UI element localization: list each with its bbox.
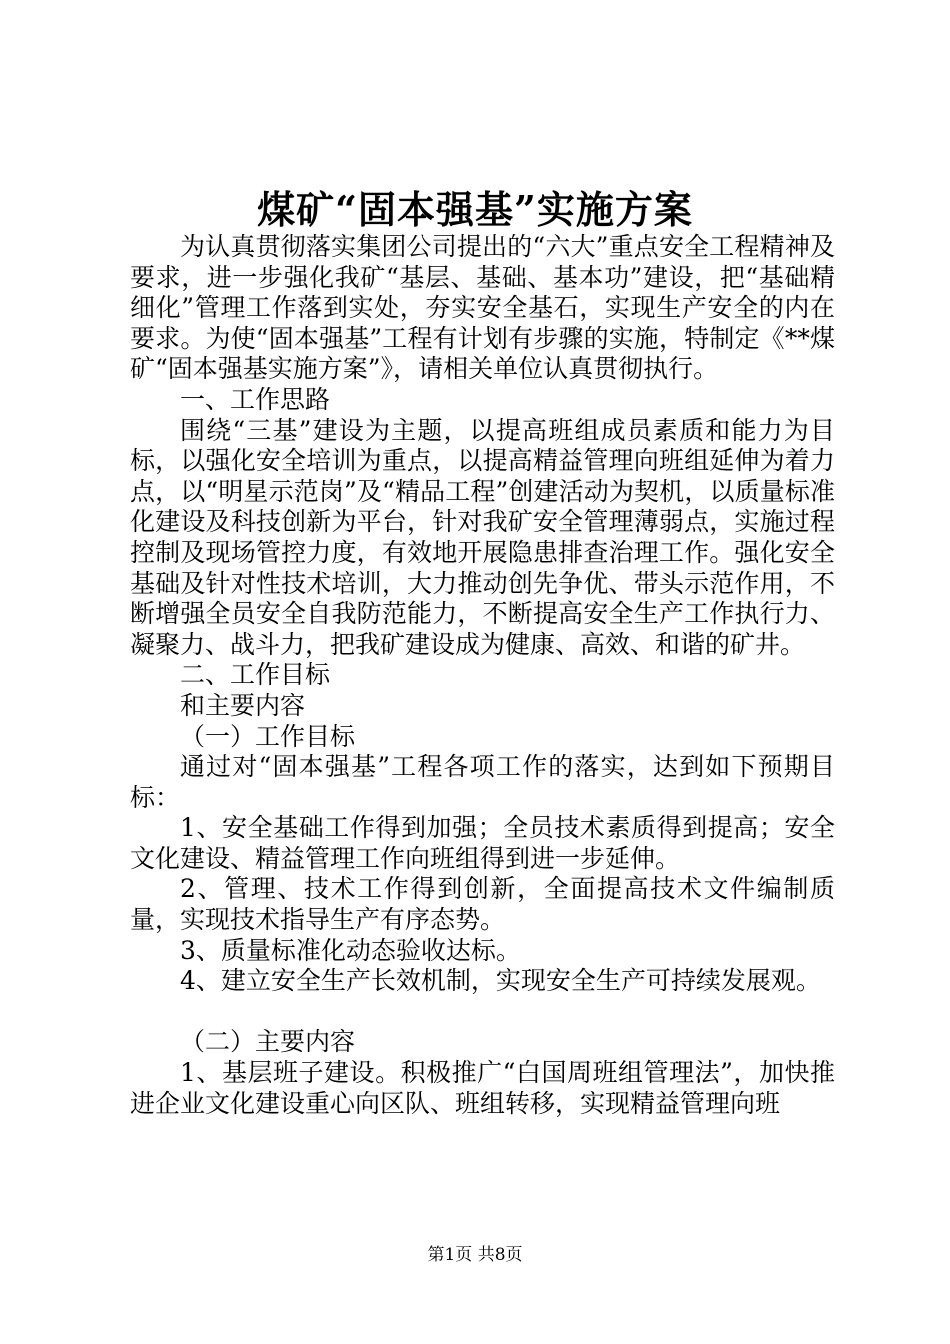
goal-item-4: 4、建立安全生产长效机制，实现安全生产可持续发展观。: [180, 966, 821, 996]
page-number-footer: 第1页 共8页: [427, 1245, 523, 1265]
document-body: [130, 232, 835, 1119]
section-heading-main-content: 和主要内容: [180, 690, 306, 720]
goal-item-1: 1、安全基础工作得到加强；全员技术素质得到提高；安全文化建设、精益管理工作向班组得到进一步延伸。: [130, 813, 835, 873]
work-approach-paragraph: 围绕“三基”建设为主题，以提高班组成员素质和能力为目标，以强化安全培训为重点，以提高精益管理向班组延伸为着力点，以“明星示范岗”及“精品工程”创建活动为契机，以质量标准化建设及科技创新为平台，针对我矿安全管理薄弱点，实施过程控制及现场管控力度，有效地开展隐患排查治理工作。强化安全基础及针对性技术培训，大力推动创先争优、带头示范作用，不断增强全员安全自我防范能力，不断提高安全生产工作执行力、凝聚力、战斗力，把我矿建设成为健康、高效、和谐的矿井。: [130, 415, 835, 659]
goal-item-2: 2、管理、技术工作得到创新，全面提高技术文件编制质量，实现技术指导生产有序态势。: [130, 874, 835, 935]
goal-item-3: 3、质量标准化动态验收达标。: [180, 935, 521, 965]
intro-paragraph: 为认真贯彻落实集团公司提出的“六大”重点安全工程精神及要求，进一步强化我矿“基层、基础、基本功”建设，把“基础精细化”管理工作落到实处，夯实安全基石，实现生产安全的内在要求。为使“固本强基”工程有计划有步骤的实施，特制定《**煤矿“固本强基实施方案”》，请相关单位认真贯彻执行。: [130, 232, 835, 384]
goals-intro-paragraph: 通过对“固本强基”工程各项工作的落实，达到如下预期目标：: [130, 752, 835, 812]
section-heading-work-goals: 二、工作目标: [180, 660, 331, 690]
main-content-item-1: 1、基层班子建设。积极推广“白国周班组管理法”，加快推进企业文化建设重心向区队、班组转移，实现精益管理向班: [130, 1058, 835, 1118]
document-title: 煤矿“固本强基”实施方案: [257, 187, 693, 232]
subsection-heading-goals: （一）工作目标: [180, 721, 356, 751]
section-heading-work-approach: 一、工作思路: [180, 384, 331, 414]
subsection-heading-main-content: （二）主要内容: [180, 1027, 356, 1057]
